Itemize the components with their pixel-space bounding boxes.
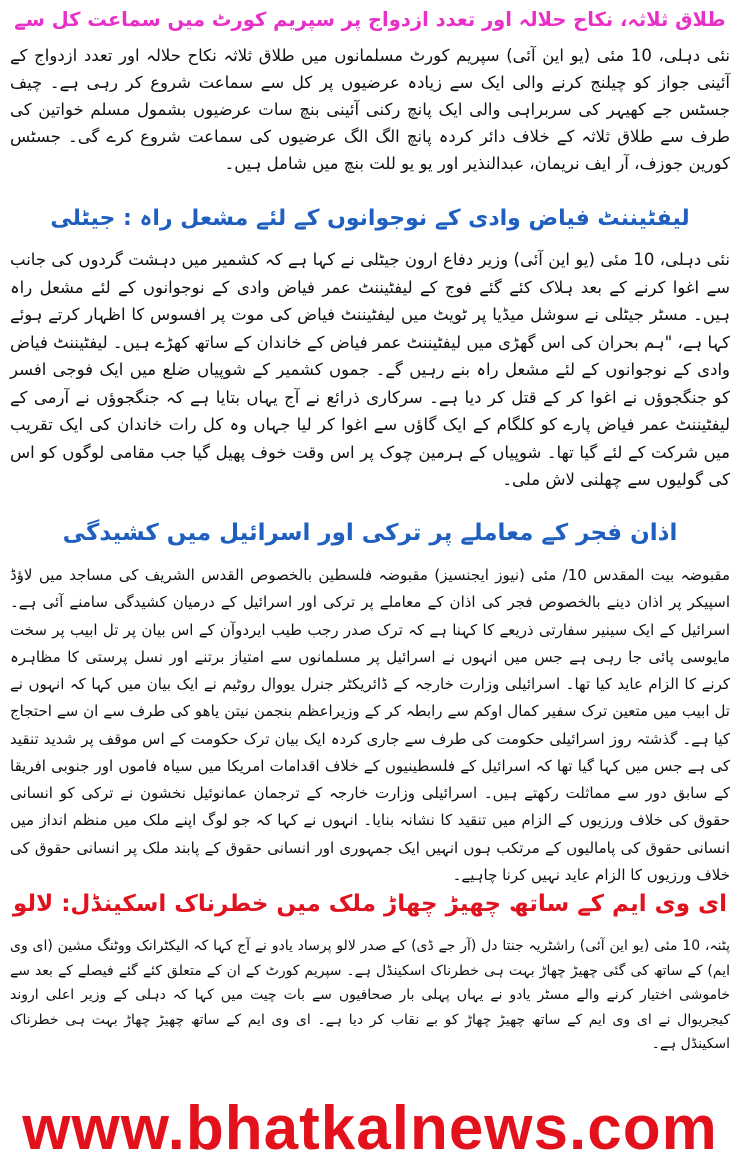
article-1-body: نئی دہلی، 10 مئی (یو این آئی) سپریم کورٹ مسلمانوں میں طلاق ثلاثہ نکاح حلالہ اور تعدد ازدواج کے آئینی جواز کو چیلنج کرنے والی ایک سے زیادہ عرضیوں پر کل سے سماعت شروع کر رہی ہے۔ چیف جسٹس جے کھیہر کی سربراہی والی ایک پانچ رکنی آئینی بنچ سات عرضیوں بشمول مسلم خواتین کی طرف سے طلاق ثلاثہ کے خلاف دائر کردہ پانچ الگ الگ عرضیوں کی سماعت شروع کرے گی۔ جسٹس کورین جوزف، آر ایف نریمان، عبدالنذیر اور یو یو للت بنچ میں شامل ہیں۔ xyxy=(10,46,730,173)
article-3-headline: اذان فجر کے معاملے پر ترکی اور اسرائیل میں کشیدگی xyxy=(62,520,678,546)
website-watermark: www.bhatkalnews.com xyxy=(22,1094,718,1163)
article-2-headline: لیفٹیننٹ فیاض وادی کے نوجوانوں کے لئے مشعل راہ : جیٹلی xyxy=(50,206,690,231)
article-2-body: نئی دہلی، 10 مئی (یو این آئی) وزیر دفاع ارون جیٹلی نے کہا ہے کہ کشمیر میں دہشت گردوں کی جانب سے اغوا کرنے کے بعد ہلاک کئے گئے فوج کے لیفٹیننٹ عمر فیاض وادی کے نوجوانوں کے لئے مشعل راہ ہیں۔ مسٹر جیٹلی نے سوشل میڈیا پر ٹویٹ میں لیفٹیننٹ فیاض کی موت پر افسوس کا اظہار کرتے ہوئے کہا ہے، "ہم بحران کی اس گھڑی میں لیفٹیننٹ عمر فیاض کے خاندان کے ساتھ کھڑے ہیں۔ لیفٹیننٹ فیاض وادی کے نوجوانوں کے لئے مشعل راہ بنے رہیں گے۔ جموں کشمیر کے شوپیاں ضلع میں ایک فوجی افسر کو جنگجوؤں نے اغوا کر کے قتل کر دیا ہے۔ سرکاری ذرائع نے آج یہاں بتایا ہے کہ جنگجوؤں نے آرمی کے لیفٹیننٹ عمر فیاض پارے کو کلگام کے ایک گاؤں سے اغوا کر لیا جہاں وہ کل رات خاندان کی ایک تقریب میں شرکت کے لئے گیا تھا۔ شوپیاں کے ہرمین چوک پر اس وقت خوف پھیل گیا جب مقامی لوگوں کو اس کی گولیوں سے چھلنی لاش ملی۔ xyxy=(10,250,731,489)
article-3-body: مقبوضہ بیت المقدس 10/ مئی (نیوز ایجنسیز) مقبوضہ فلسطین بالخصوص القدس الشریف کی مساجد میں لاؤڈ اسپیکر پر اذان دینے بالخصوص فجر کی اذان کے معاملے پر ترکی اور اسرائیل کے درمیان کشیدگی سامنے آئی ہے۔ اسرائیل کے ایک سینیر سفارتی ذریعے کا کہنا ہے کہ ترک صدر رجب طیب ایردوآن کے اس بیان پر تل ابیب پر سخت مایوسی پائی جا رہی ہے جس میں انہوں نے اسرائیل پر مسلمانوں سے امتیاز برتنے اور نسل پرستی کا مظاہرہ کرنے کا الزام عاید کیا تھا۔ اسرائیلی وزارت خارجہ کے ڈائریکٹر جنرل یووال روٹیم نے ایک بیان میں کہا کہ انہوں نے تل ابیب میں متعین ترک سفیر کمال اوکم سے رابطہ کر کے وزیراعظم بنجمن نیتن یاھو کی طرف سے ان سے احتجاج کیا ہے۔ گذشتہ روز اسرائیلی حکومت کی طرف سے جاری کردہ ایک بیان ترک حکومت کے اس موقف پر شدید تنقید کی ہے جس میں کہا گیا تھا کہ اسرائیل کے فلسطینیوں کے خلاف اقدامات امریکا میں سیاہ فاموں اور جنوبی افریقا کے سابق دور سے مماثلت رکھتے ہیں۔ اسرائیلی وزارت خارجہ کے ترجمان عمانوئیل نخشون نے ترکی کو انسانی حقوق کی خلاف ورزیوں کے الزام میں تنقید کا نشانہ بنایا۔ انہوں نے کہا کہ جو لوگ اپنے ملک میں منظم انداز میں انسانی حقوق کی پامالیوں کے مرتکب ہوں انہیں ایک جمہوری اور انسانی حقوق کے پابند ملک پر انسانی حقوق کی خلاف ورزیوں کا الزام عاید نہیں کرنا چاہیے۔ xyxy=(10,566,731,884)
article-4-headline: ای وی ایم کے ساتھ چھیڑ چھاڑ ملک میں خطرناک اسکینڈل: لالو xyxy=(13,891,727,917)
article-4-body: پٹنہ، 10 مئی (یو این آئی) راشٹریہ جنتا دل (آر جے ڈی) کے صدر لالو پرساد یادو نے آج کہا کہ الیکٹرانک ووٹنگ مشین (ای وی ایم) کے ساتھ کی گئی چھیڑ چھاڑ بہت ہی خطرناک اسکینڈل ہے۔ سپریم کورٹ کے ان کے متعلق کئے گئے فیصلے کے بعد سے خاموشی اختیار کرنے والے مسٹر یادو نے یہاں پہلی بار صحافیوں سے بات چیت میں کہا کہ دہلی کے وزیر اعلی اروند کیجریوال نے ای وی ایم کے ساتھ چھیڑ چھاڑ کو بے نقاب کر دیا ہے۔ ای وی ایم کے ساتھ چھیڑ چھاڑ بہت ہی خطرناک اسکینڈل ہے۔ xyxy=(10,938,730,1053)
article-1-headline: طلاق ثلاثہ، نکاح حلالہ اور تعدد ازدواج پر سپریم کورٹ میں سماعت کل سے xyxy=(14,8,726,31)
